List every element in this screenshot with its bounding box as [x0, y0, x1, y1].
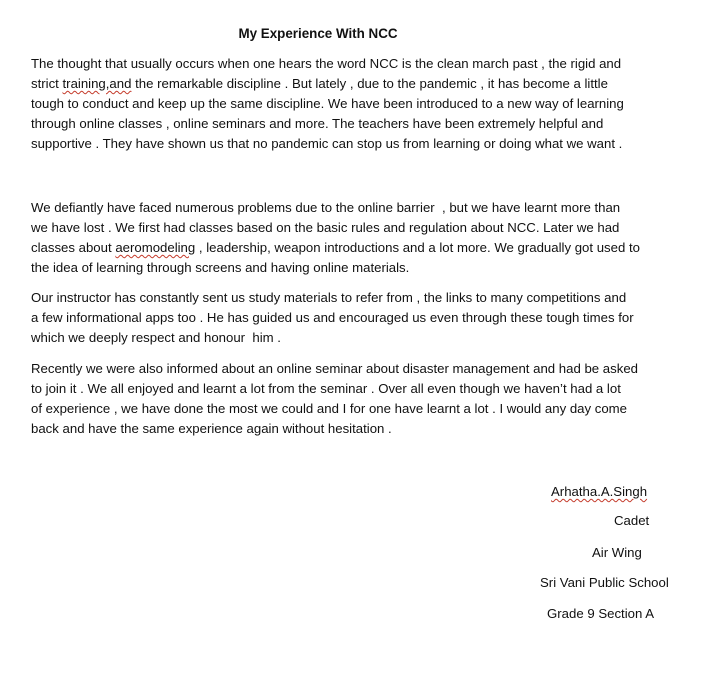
text-line: supportive . They have shown us that no pandemic can stop us from learning or doing what we want .: [31, 136, 623, 151]
signature-school: Sri Vani Public School: [540, 575, 669, 590]
signature-name: Arhatha.A.Singh: [551, 484, 648, 499]
paragraph-2: [31, 198, 681, 278]
text-line: The thought that usually occurs when one hears the word NCC is the clean march past , the rigid and: [31, 56, 622, 71]
paragraph-4: [31, 359, 681, 439]
text-line: the idea of learning through screens and having online materials.: [31, 260, 410, 275]
text-line: to join it . We all enjoyed and learnt a lot from the seminar . Over all even though we haven’t had a lot: [31, 381, 621, 396]
text-line: through online classes , online seminars and more. The teachers have been extremely helpful and: [31, 116, 604, 131]
text-line: We defiantly have faced numerous problems due to the online barrier , but we have learnt more than: [31, 200, 621, 215]
signature-grade: Grade 9 Section A: [547, 606, 655, 621]
signature-wing: Air Wing: [592, 545, 642, 560]
text-line: Recently we were also informed about an online seminar about disaster management and had be asked: [31, 361, 638, 376]
text-line: Our instructor has constantly sent us study materials to refer from , the links to many competitions and: [31, 290, 627, 305]
text-line: back and have the same experience again without hesitation .: [31, 421, 392, 436]
signature-role: Cadet: [614, 513, 650, 528]
paragraph-3: [31, 288, 681, 348]
text-line: tough to conduct and keep up the same discipline. We have been introduced to a new way of learning: [31, 96, 624, 111]
document-title: My Experience With NCC: [238, 26, 398, 41]
text-line: a few informational apps too . He has guided us and encouraged us even through these tough times for: [31, 310, 634, 325]
spellcheck-word: training,and: [62, 76, 132, 91]
text-line: of experience , we have done the most we could and I for one have learnt a lot . I would any day come: [31, 401, 627, 416]
spellcheck-word: aeromodeling: [115, 240, 196, 255]
text-line: we have lost . We first had classes based on the basic rules and regulation about NCC. Later we had: [31, 220, 620, 235]
text-line: strict training,and the remarkable discipline . But lately , due to the pandemic , it has become a little: [31, 76, 608, 91]
paragraph-1: [31, 54, 681, 154]
text-line: classes about aeromodeling , leadership, weapon introductions and a lot more. We gradually got used to: [31, 240, 640, 255]
text-line: which we deeply respect and honour him .: [31, 330, 281, 345]
